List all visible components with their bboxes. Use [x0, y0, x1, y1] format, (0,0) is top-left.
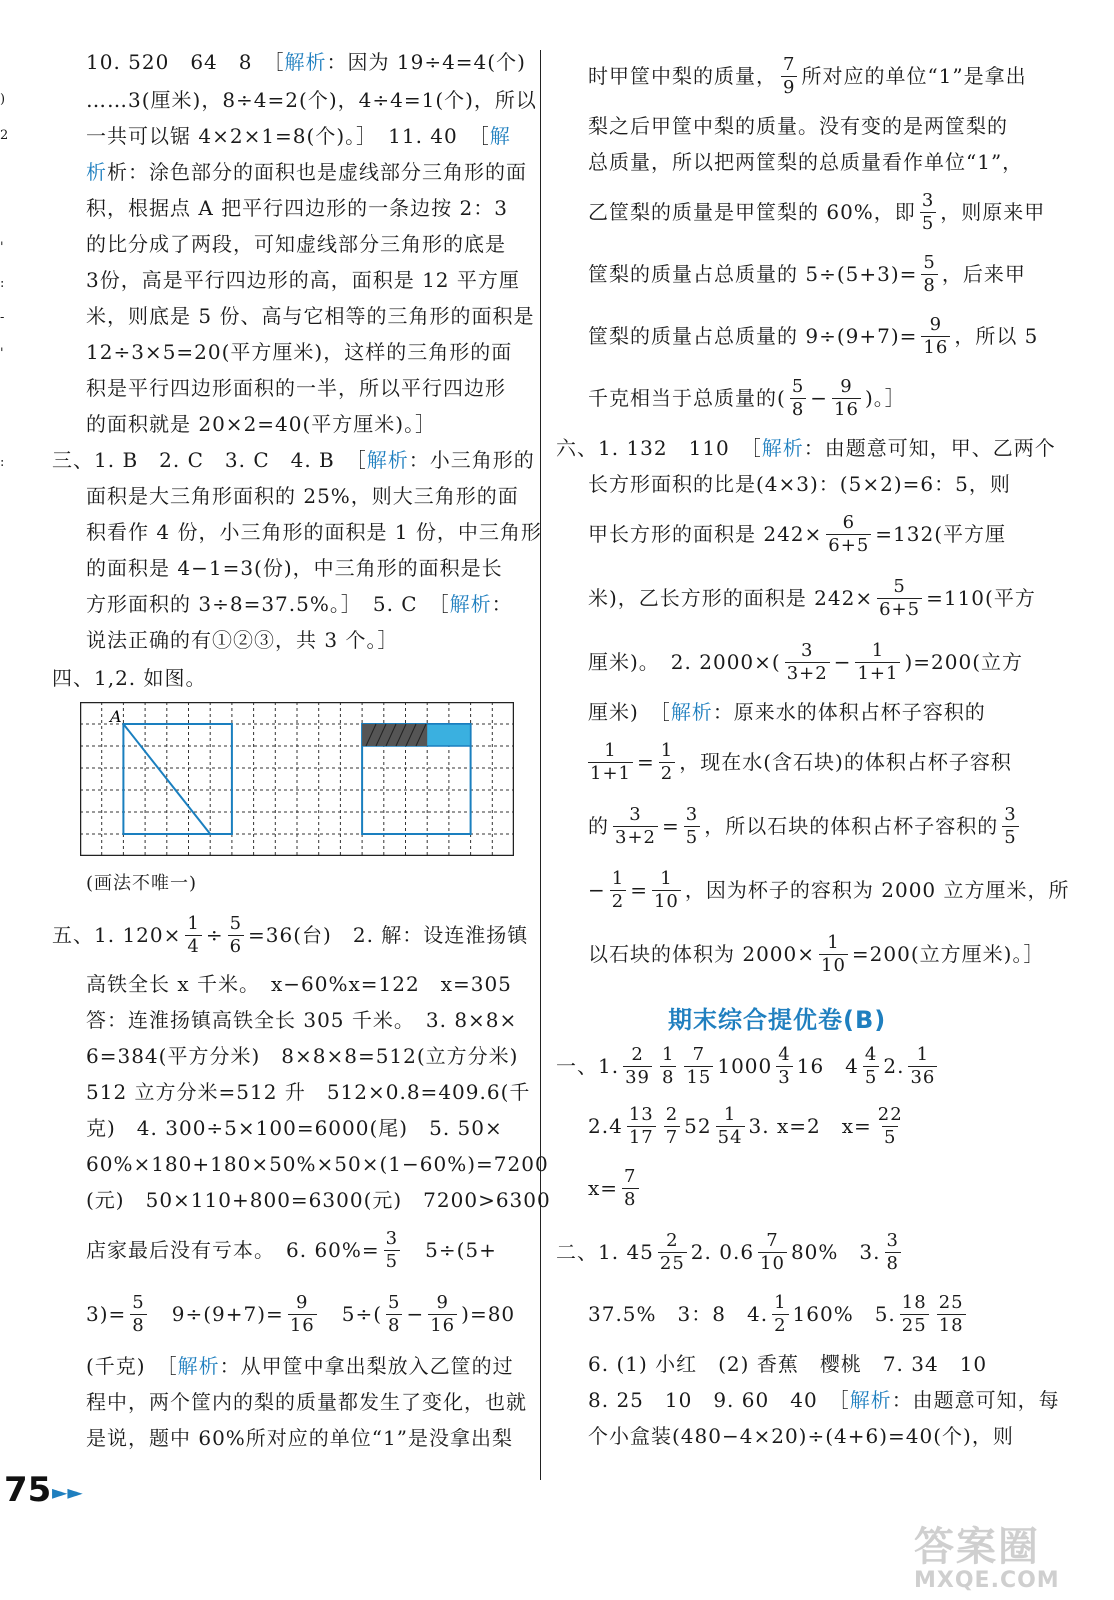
grid-figure	[80, 702, 514, 856]
jiexi-label: 解析	[284, 50, 327, 74]
answer-line: 的面积就是 20×2=40(平方厘米)。］	[86, 412, 437, 436]
answer-line: 积是平行四边形面积的一半，所以平行四边形	[86, 376, 506, 400]
answer-line: 37.5% 3：8 4. $\frac{1}{2}$ 160% 5. $\frac{18}{25}$ $\frac{25}{18}$	[588, 1291, 964, 1336]
answer-line: (元) 50×110+800=6300(元) 7200>6300	[86, 1188, 551, 1212]
answer-line: 积看作 4 份，小三角形的面积是 1 份，中三角形	[86, 520, 542, 544]
answer-line: 梨之后甲筐中梨的质量。没有变的是两筐梨的	[588, 114, 1008, 138]
answer-line: 10. 520 64 8 ［解析：因为 19÷4=4(个)	[86, 50, 526, 74]
answer-line: 是说，题中 60%所对应的单位“1”是没拿出梨	[86, 1426, 513, 1450]
answer-line: 厘米)。 2. 2000×( $\frac{3}{3+2}$ − $\frac{1}{1+1}$ )=200(立方	[588, 639, 1024, 684]
answer-line: 3)= $\frac{5}{8}$ 9÷(9+7)= $\frac{9}{16}$ 5÷( $\frac{5}{8}$ − $\frac{9}{16}$ )=80	[86, 1291, 516, 1336]
next-arrows-icon: ►►	[52, 1480, 83, 1504]
answer-line: 12÷3×5=20(平方厘米)，这样的三角形的面	[86, 340, 513, 364]
answer-line: 的比分成了两段，可知虚线部分三角形的底是	[86, 232, 506, 256]
answer-line: 程中，两个筐内的梨的质量都发生了变化，也就	[86, 1390, 527, 1414]
answer-line: 厘米) ［解析：原来水的体积占杯子容积的	[588, 700, 986, 724]
answer-line: 6=384(平方分米) 8×8×8=512(立方分米)	[86, 1044, 519, 1068]
answer-line: 6. (1) 小红 (2) 香蕉 樱桃 7. 34 10	[588, 1352, 988, 1376]
answer-line: 析析：涂色部分的面积也是虚线部分三角形的面	[86, 160, 527, 184]
answer-line: 时甲筐中梨的质量， $\frac{7}{9}$ 所对应的单位“1”是拿出	[588, 53, 1027, 98]
section-wu: 五、1. 120× $\frac{1}{4}$ ÷ $\frac{5}{6}$ =36(台) 2. 解：设连淮扬镇	[52, 912, 529, 957]
section-si: 四、1,2. 如图。	[52, 666, 207, 690]
answer-line: 积，根据点 A 把平行四边形的一条边按 2：3	[86, 196, 508, 220]
answer-line: − $\frac{1}{2}$ = $\frac{1}{10}$ ，因为杯子的容积为 2000 立方厘米，所	[588, 867, 1070, 912]
section-liu: 六、1. 132 110 ［解析：由题意可知，甲、乙两个	[556, 436, 1056, 460]
section-er: 二、1. 45 $\frac{2}{25}$ 2. 0.6 $\frac{7}{10}$ 80% 3. $\frac{3}{8}$	[556, 1229, 899, 1274]
answer-line: 筐梨的质量占总质量的 5÷(5+3)= $\frac{5}{8}$ ，后来甲	[588, 251, 1026, 296]
answer-line: 以石块的体积为 2000× $\frac{1}{10}$ =200(立方厘米)。］	[588, 931, 1045, 976]
answer-line: 筐梨的质量占总质量的 9÷(9+7)= $\frac{9}{16}$ ，所以 5	[588, 313, 1039, 358]
answer-line: 答：连淮扬镇高铁全长 305 千米。 3. 8×8×	[86, 1008, 518, 1032]
section-yi: 一、1. $\frac{2}{39}$ $\frac{1}{8}$ $\frac{7}{15}$ 1000 $\frac{4}{3}$ 16 4 $\frac{4}{5}$ 2. $\frac{1}{36}$	[556, 1043, 936, 1088]
answer-line: 高铁全长 x 千米。 x−60%x=122 x=305	[86, 972, 512, 996]
answer-line: 一共可以锯 4×2×1=8(个)。］ 11. 40 ［解	[86, 124, 511, 148]
answer-line: ……3(厘米)，8÷4=2(个)，4÷4=1(个)，所以	[86, 88, 537, 112]
answer-line: x= $\frac{7}{8}$	[588, 1165, 637, 1210]
answer-line: 60%×180+180×50%×50×(1−60%)=7200	[86, 1152, 549, 1176]
answer-line: 米，则底是 5 份、高与它相等的三角形的面积是	[86, 304, 535, 328]
section-san: 三、1. B 2. C 3. C 4. B ［解析：小三角形的	[52, 448, 535, 472]
answer-line: 2.4 $\frac{13}{17}$ $\frac{2}{7}$ 52 $\frac{1}{54}$ 3. x=2 x= $\frac{22}{5}$	[588, 1103, 903, 1148]
answer-line: 千克相当于总质量的( $\frac{5}{8}$ − $\frac{9}{16}$ )。］	[588, 375, 906, 420]
figure-caption: (画法不唯一)	[86, 873, 198, 894]
answer-line: 甲长方形的面积是 242× $\frac{6}{6+5}$ =132(平方厘	[588, 511, 1007, 556]
answer-line: 个小盒装(480−4×20)÷(4+6)=40(个)，则	[588, 1424, 1014, 1448]
answer-line: 说法正确的有①②③，共 3 个。］	[86, 628, 399, 652]
answer-line: 方形面积的 3÷8=37.5%。］ 5. C ［解析：	[86, 592, 513, 616]
answer-line: 总质量，所以把两筐梨的总质量看作单位“1”，	[588, 150, 1024, 174]
answer-line: 3份，高是平行四边形的高，面积是 12 平方厘	[86, 268, 520, 292]
answer-line: 长方形面积的比是(4×3)：(5×2)=6：5，则	[588, 472, 1011, 496]
answer-line: 克) 4. 300÷5×100=6000(尾) 5. 50×	[86, 1116, 503, 1140]
page-number: 75	[4, 1470, 52, 1510]
answer-line: 店家最后没有亏本。 6. 60%= $\frac{3}{5}$ 5÷(5+	[86, 1227, 497, 1272]
watermark-logo: 答案圈 MXQE.COM	[914, 1524, 1060, 1593]
point-a-label: A	[110, 707, 122, 726]
section-title: 期末综合提优卷(B)	[668, 1006, 887, 1034]
jiexi-label: 解	[489, 124, 511, 148]
answer-line: 512 立方分米=512 升 512×0.8=409.6(千	[86, 1080, 531, 1104]
answer-line: 8. 25 10 9. 60 40 ［解析：由题意可知，每	[588, 1388, 1060, 1412]
answer-line: (千克) ［解析：从甲筐中拿出梨放入乙筐的过	[86, 1354, 514, 1378]
answer-line: 米)，乙长方形的面积是 242× $\frac{5}{6+5}$ =110(平方	[588, 575, 1036, 620]
answer-line: $\frac{1}{1+1}$ = $\frac{1}{2}$ ，现在水(含石块)的体积占杯子容积	[590, 739, 1012, 784]
answer-line: 乙筐梨的质量是甲筐梨的 60%，即 $\frac{3}{5}$ ，则原来甲	[588, 189, 1046, 234]
left-margin-marks: ) 2 ' : - ' :	[0, 92, 9, 470]
column-divider	[540, 50, 541, 1480]
answer-line: 面积是大三角形面积的 25%，则大三角形的面	[86, 484, 519, 508]
answer-line: 的 $\frac{3}{3+2}$ = $\frac{3}{5}$ ，所以石块的体积占杯子容积的 $\frac{3}{5}$	[588, 803, 1017, 848]
answer-line: 的面积是 4−1=3(份)，中三角形的面积是长	[86, 556, 503, 580]
